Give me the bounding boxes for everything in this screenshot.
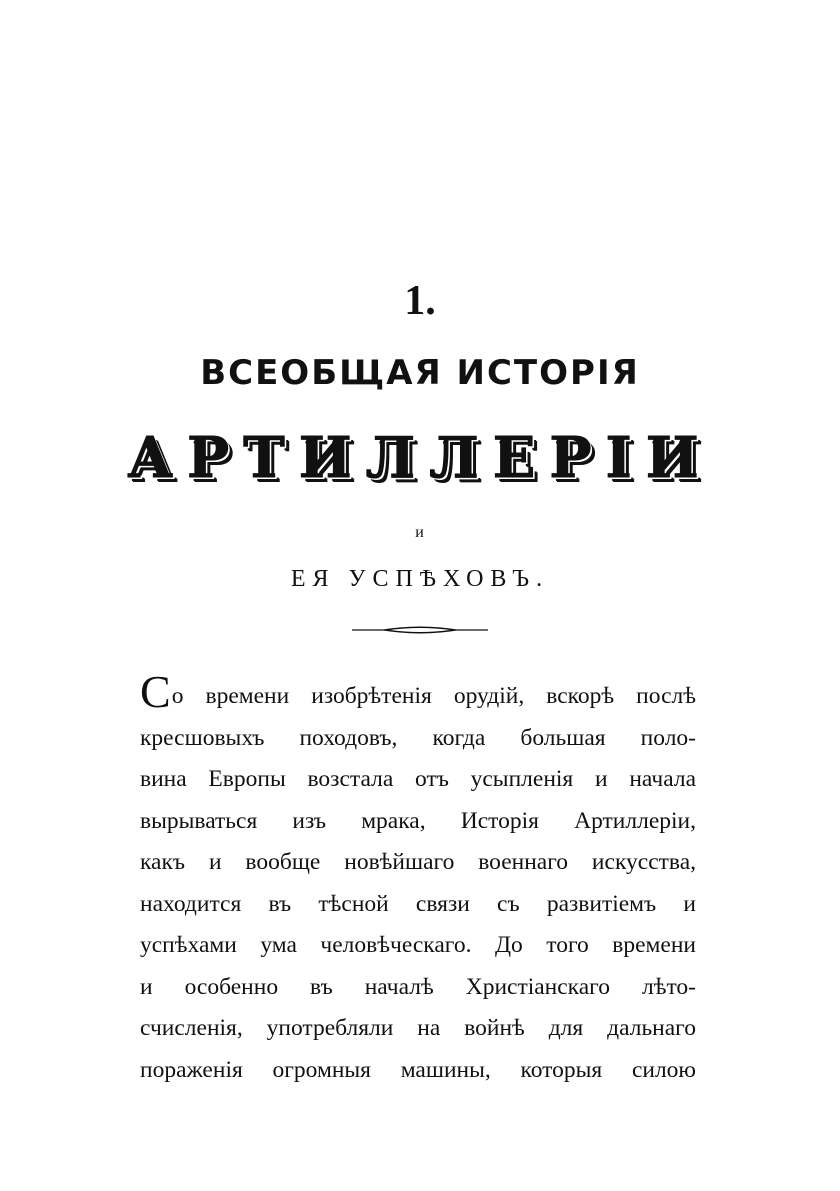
chapter-title-line-1: ВСЕОБЩАЯ ИСТОРІЯ xyxy=(200,353,640,393)
chapter-title-line-2-decorative: АРТИЛЛЕРІИ xyxy=(127,425,713,491)
text-line: какъ и вообще новѣйшаго военнаго искусства, xyxy=(140,849,696,875)
body-text xyxy=(140,666,696,1091)
text-line: вырываться изъ мрака, Исторія Артиллеріи, xyxy=(140,807,696,834)
text-line-content: о времени изобрѣтенія орудій, вскорѣ послѣ xyxy=(171,683,696,709)
text-line: пораженія огромныя машины, которыя силою xyxy=(140,1056,696,1083)
text-line: счисленія, употребляли на войнѣ для дальнаго xyxy=(140,1015,696,1041)
chapter-title-conjunction: и xyxy=(415,524,425,541)
text-line xyxy=(140,666,696,718)
chapter-number: 1. xyxy=(404,278,436,324)
text-line: находится въ тѣсной связи съ развитіемъ и xyxy=(140,890,696,917)
text-line: и особенно въ началѣ Христіанскаго лѣто- xyxy=(140,973,696,1000)
text-line: успѣхами ума человѣческаго. До того времени xyxy=(140,932,696,958)
text-line: кресшовыхъ походовъ, когда большая поло- xyxy=(140,724,696,751)
text-line: вина Европы возстала отъ усыпленія и начала xyxy=(140,766,696,792)
drop-cap: С xyxy=(140,666,171,717)
ornament-divider-icon xyxy=(350,620,490,640)
chapter-title-line-3: ЕЯ УСПѢХОВЪ. xyxy=(290,566,550,592)
